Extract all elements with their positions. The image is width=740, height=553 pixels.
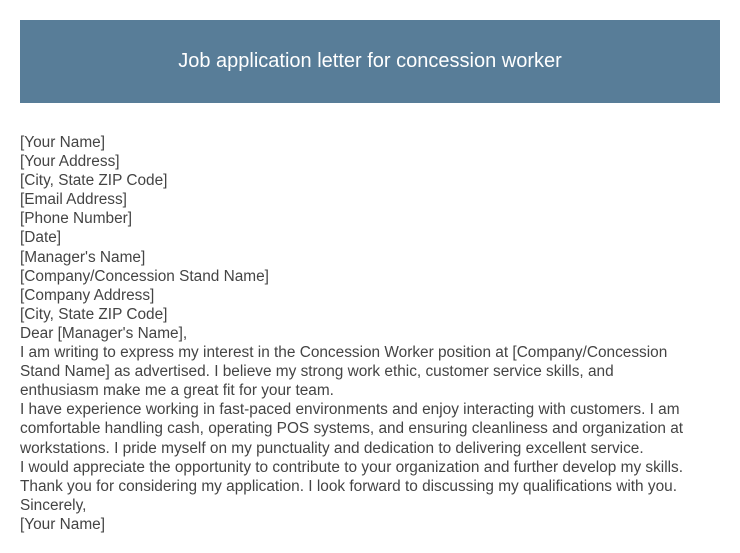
letter-line: [Your Address] [20,153,120,171]
letter-line: [Your Name] [20,515,105,533]
letter-line: [Manager's Name] [20,248,146,266]
letter-line: I have experience working in fast-paced environments and enjoy interacting with customers. I am [20,401,680,419]
letter-line: Stand Name] as advertised. I believe my strong work ethic, customer service skills, and [20,363,614,381]
page-title: Job application letter for concession worker [178,50,562,72]
letter-line: Sincerely, [20,496,87,514]
letter-line: [Phone Number] [20,210,133,228]
letter-line: [City, State ZIP Code] [20,305,168,323]
letter-line: Dear [Manager's Name], [20,324,188,342]
letter-line: workstations. I pride myself on my punctuality and dedication to delivering excellent service. [20,439,644,457]
letter-line: [Your Name] [20,134,105,151]
letter-line: comfortable handling cash, operating POS systems, and ensuring cleanliness and organization at [20,420,684,438]
letter-line: [Company Address] [20,286,155,304]
letter-line: I am writing to express my interest in the Concession Worker position at [Company/Concession [20,344,668,362]
letter-line: enthusiasm make me a great fit for your team. [20,382,334,400]
letter-line: [Company/Concession Stand Name] [20,267,269,285]
page-header [20,20,720,103]
letter-line: Thank you for considering my application. I look forward to discussing my qualifications with you. [20,477,677,495]
letter-line: [City, State ZIP Code] [20,172,168,190]
letter-line: [Email Address] [20,191,127,209]
letter-line: [Date] [20,229,62,247]
letter-body [20,133,730,534]
letter-line: I would appreciate the opportunity to contribute to your organization and further develop my skills. [20,458,684,476]
